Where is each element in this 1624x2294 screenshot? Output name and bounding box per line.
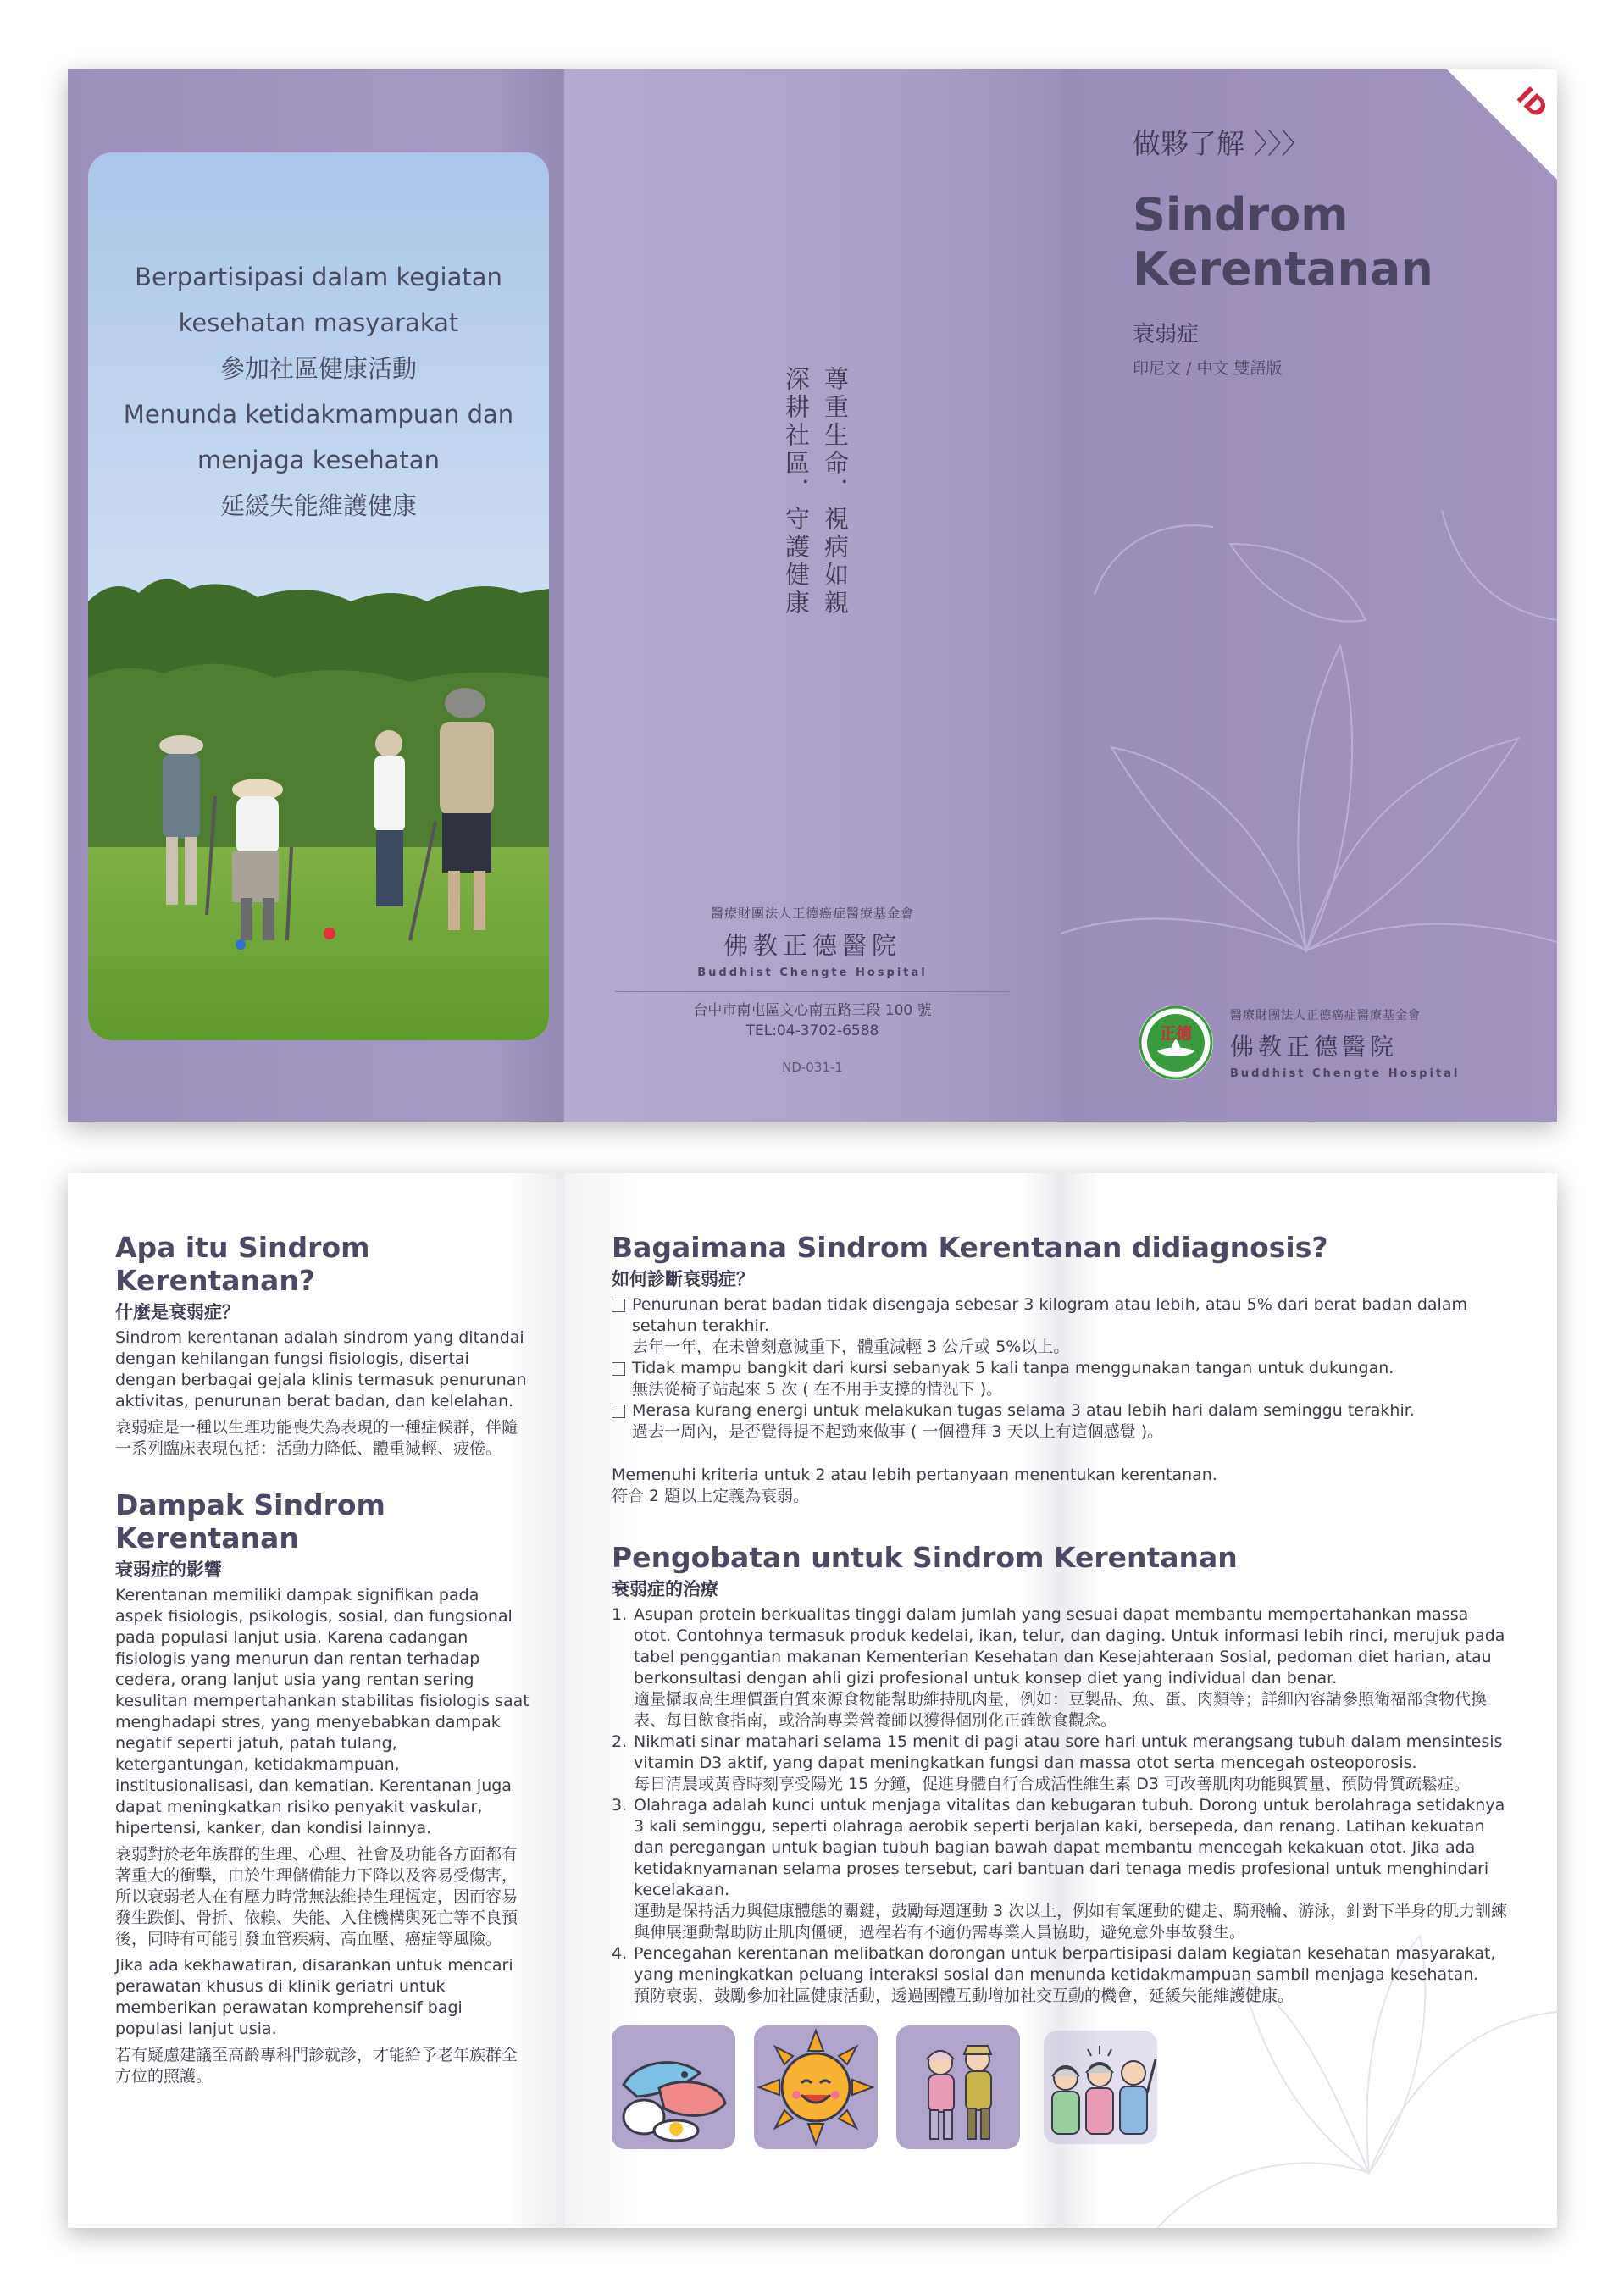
criteria-text: Penurunan berat badan tidak disengaja sebesar 3 kilogram atau lebih, atau 5% dari berat badan dalam setahun terakhir. [632,1295,1467,1335]
panel-inside-right [564,1173,1557,2228]
document-code: ND-031-1 [782,1060,843,1075]
treatment-text: Nikmati sinar matahari selama 15 menit di pagi atau sore hari untuk merangsang tubuh dalam mensintesis vitamin D3 aktif, yang dapat meningkatkan fungsi dan massa otot serta mencegah osteoporosis. [634,1732,1503,1772]
item-number: 1. [612,1605,628,1624]
treatment-list [612,1604,1510,2007]
slogan-right: 尊重生命．視病如親 [821,366,850,618]
sun-icon [754,2025,878,2149]
cover-subtitle: 印尼文 / 中文 雙語版 [1133,359,1283,378]
caption-line: Menunda ketidakmampuan dan [123,400,514,429]
cover-kicker: 做夥了解 〉〉〉 [1133,127,1310,160]
paragraph: Kerentanan memiliki dampak signifikan pada aspek fisiologis, psikologis, sosial, dan fungsional pada populasi lanjut usia. Karena cadangan fisiologis yang menurun dan rentan terhadap cedera, orang lanjut usia yang rentan sering kesulitan mempertahankan stabilitas fisiologis saat menghadapi stres, yang menyebabkan dampak negatif seperti jatuh, patah tulang, ketergantungan, ketidakmampuan, institusionalisasi, dan kematian. Kerentanan juga dapat meningkatkan risiko penyakit vaskular, hipertensi, kanker, dan kondisi lainnya. [115,1586,529,1837]
section-title-zh: 衰弱症的治療 [612,1579,718,1599]
section-title: Apa itu Sindrom Kerentanan? [115,1231,370,1297]
treatment-item [612,1732,1510,1795]
cover-title-line: Sindrom [1133,188,1349,241]
caption-line: Berpartisipasi dalam kegiatan [135,263,502,291]
panel-photo [68,69,564,1122]
item-number: 2. [612,1732,628,1751]
photo-caption [88,254,549,529]
logo-text [1230,1006,1460,1080]
paragraph-zh: 衰弱症是一種以生理功能喪失為表現的一種症候群，伴隨一系列臨床表現包括：活動力降低、體重減輕、疲倦。 [115,1418,518,1458]
foundation-name: 醫療財團法人正德癌症醫療基金會 [710,906,914,921]
criteria-text: Merasa kurang energi untuk melakukan tugas selama 3 atau lebih hari dalam seminggu terakhir. [632,1401,1415,1420]
treatment-text-zh: 適量攝取高生理價蛋白質來源食物能幫助維持肌肉量，例如：豆製品、魚、蛋、肉類等；詳細內容請參照衛福部食物代換表、每日飲食指南，或洽詢專業營養師以獲得個別化正確飲食觀念。 [634,1690,1488,1730]
section-title: Dampak Sindrom Kerentanan [115,1488,385,1554]
treatment-text-zh: 預防衰弱，鼓勵參加社區健康活動，透過團體互動增加社交互動的機會，延緩失能維護健康。 [634,1986,1294,2005]
paragraph: Jika ada kekhawatiran, disarankan untuk mencari perawatan khusus di klinik geriatri untuk memberikan perawatan komprehensif bagi populasi lanjut usia. [115,1956,513,2038]
caption-line: menjaga kesehatan [197,446,440,474]
hospital-name-en: Buddhist Chengte Hospital [1230,1067,1460,1080]
paragraph-zh: 若有疑慮建議至高齡專科門診就診，才能給予老年族群全方位的照護。 [115,2046,518,2086]
checkbox-icon [612,1362,625,1376]
section-title: Bagaimana Sindrom Kerentanan didiagnosis? [612,1231,1328,1264]
caption-line: 參加社區健康活動 [219,354,417,383]
paragraph: Sindrom kerentanan adalah sindrom yang ditandai dengan kehilangan fungsi fisiologis, disertai dengan berbagai gejala klinis termasuk penurunan aktivitas, penurunan berat badan, dan kelelahan. [115,1328,527,1410]
hospital-name-en: Buddhist Chengte Hospital [697,967,928,979]
paragraph-zh: 衰弱對於老年族群的生理、心理、社會及功能各方面都有著重大的衝擊，由於生理儲備能力下降以及容易受傷害，所以衰弱老人在有壓力時常無法維持生理恆定，因而容易發生跌倒、骨折、依賴、失能、入住機構與死亡等不良預後，同時有可能引發血管疾病、高血壓、癌症等風險。 [115,1845,518,1948]
treatment-item [612,1795,1510,1943]
criteria-text: Tidak mampu bangkit dari kursi sebanyak 5 kali tanpa menggunakan tangan untuk dukungan. [632,1359,1394,1377]
treatment-text: Pencegahan kerentanan melibatkan dorongan untuk berpartisipasi dalam kegiatan kesehatan masyarakat, yang meningkatkan peluang interaksi sosial dan menunda ketidakmampuan sambil menjaga kesehatan. [634,1944,1496,1984]
panel-cover [1061,69,1557,1122]
logo-emblem-icon [1139,1006,1213,1080]
criteria-text-zh: 無法從椅子站起來 5 次 ( 在不用手支撐的情況下 )。 [632,1380,1003,1399]
foundation-name: 醫療財團法人正德癌症醫療基金會 [1230,1008,1421,1022]
treatment-item [612,1604,1510,1732]
telephone: TEL:04-3702-6588 [745,1022,879,1039]
criteria-list [612,1294,1510,1443]
hospital-name: 佛教正德醫院 [723,931,901,960]
brochure-inside [68,1173,1557,2228]
item-number: 3. [612,1796,628,1815]
protein-food-icon [612,2025,735,2149]
checkbox-icon [612,1299,625,1312]
hospital-block [615,904,1010,1075]
section-title-zh: 如何診斷衰弱症？ [612,1269,754,1289]
section-title-zh: 什麼是衰弱症？ [115,1302,240,1322]
treatment-item [612,1943,1510,2007]
caption-line: 延緩失能維護健康 [219,491,417,520]
cover-title [1133,188,1433,296]
language-corner [1447,69,1557,180]
treatment-text: Olahraga adalah kunci untuk menjaga vitalitas dan kebugaran tubuh. Dorong untuk berolahraga setidaknya 3 kali seminggu, seperti olahraga aerobik seperti berjalan kaki, bersepeda, dan renang. Latihan kekuatan dan peregangan untuk bagian tubuh bagian bawah dapat membantu mencegah kekakuan otot. Jika ada ketidaknyamanan selama proses tersebut, cari bantuan dari tenaga medis profesional untuk menghindari kecelakaan. [634,1796,1505,1899]
hospital-name: 佛教正德醫院 [1230,1032,1399,1061]
criteria-text-zh: 過去一周內，是否覺得提不起勁來做事 ( 一個禮拜 3 天以上有這個感覺 )。 [632,1422,1164,1441]
cover-title-zh: 衰弱症 [1133,322,1200,347]
section-title: Pengobatan untuk Sindrom Kerentanan [612,1541,1238,1574]
criteria-text-zh: 去年一年，在未曾刻意減重下，體重減輕 3 公斤或 5%以上。 [632,1338,1070,1356]
hospital-logo [1139,1006,1460,1080]
criteria-item [612,1400,1510,1443]
panel-back [564,69,1061,1122]
criteria-rule: Memenuhi kriteria untuk 2 atau lebih pertanyaan menentukan kerentanan. [612,1466,1217,1484]
criteria-item [612,1358,1510,1400]
community-photo [88,152,549,1040]
logo-char: 正德 [1159,1024,1192,1043]
caption-line: kesehatan masyarakat [178,308,459,337]
brochure-outside [68,69,1557,1122]
criteria-item [612,1294,1510,1358]
elderly-group-icon [1039,2025,1162,2149]
elderly-exercise-icon [896,2025,1020,2149]
criteria-rule-zh: 符合 2 題以上定義為衰弱。 [612,1487,810,1505]
language-tag: ID [1510,81,1554,125]
slogan-left: 深耕社區．守護健康 [782,366,811,618]
panel-inside-left [68,1173,564,2228]
divider [615,991,1010,992]
item-number: 4. [612,1944,628,1963]
treatment-text: Asupan protein berkualitas tinggi dalam jumlah yang sesuai dapat membantu mempertahankan massa otot. Contohnya termasuk produk kedelai, ikan, telur, dan daging. Untuk informasi lebih rinci, merujuk pada tabel penggantian makanan Kementerian Kesehatan dan Kesejahteraan Sosial, pedoman diet harian, atau berkonsultasi dengan ahli gizi profesional untuk konsep diet yang individual dan benar. [634,1605,1505,1687]
checkbox-icon [612,1405,625,1418]
cover-title-line: Kerentanan [1133,242,1433,296]
address: 台中市南屯區文心南五路三段 100 號 [693,1002,932,1019]
section-title-zh: 衰弱症的影響 [115,1560,222,1580]
treatment-text-zh: 運動是保持活力與健康體態的關鍵，鼓勵每週運動 3 次以上，例如有氧運動的健走、騎飛輪、游泳，針對下半身的肌力訓練與伸展運動幫助防止肌肉僵硬，過程若有不適仍需專業人員協助，避免意外事故發生。 [634,1902,1508,1942]
treatment-text-zh: 每日清晨或黃昏時刻享受陽光 15 分鐘，促進身體自行合成活性維生素 D3 可改善肌肉功能與質量、預防骨質疏鬆症。 [634,1775,1471,1793]
illustration-row [612,2025,1510,2149]
